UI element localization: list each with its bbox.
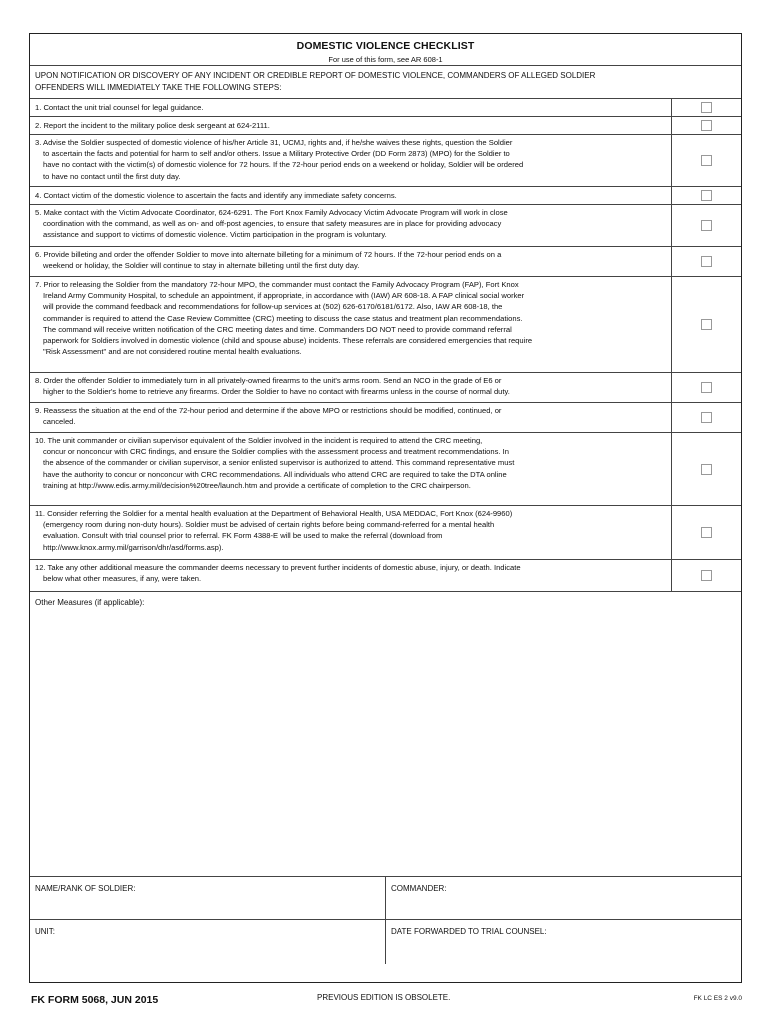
checklist-step-4 <box>30 187 741 205</box>
step-checkbox[interactable] <box>701 120 712 131</box>
step-line: the absence of the commander or civilian supervisor, a senior enlisted supervisor is authorized to attend. This command representative must <box>43 458 515 468</box>
step-line: training at http://www.edis.army.mil/decision%20tree/launch.htm and provide a certificate of completion to the CRC chairperson. <box>43 480 471 490</box>
step-line: 8. Order the offender Soldier to immediately turn in all privately-owned firearms to the unit's arms room. Send an NCO in the grade of E6 or <box>35 376 502 385</box>
step-line: 7. Prior to releasing the Soldier from the mandatory 72-hour MPO, the commander must contact the Family Advocacy Program (FAP), Fort Knox <box>35 280 519 289</box>
step-line: have the authority to concur or nonconcur with CRC recommendations. All individuals who attend CRC are required to take the DTA online <box>43 469 507 479</box>
step-checkbox[interactable] <box>701 155 712 166</box>
unit-field[interactable] <box>30 920 386 964</box>
step-line: (emergency room during non-duty hours). Soldier must be advised of certain rights before being command-referred for a mental health <box>43 520 495 530</box>
step-text <box>30 403 671 432</box>
intro-line: OFFENDERS WILL IMMEDIATELY TAKE THE FOLLOWING STEPS: <box>35 83 282 92</box>
intro-instructions <box>30 66 741 99</box>
form-id: FK FORM 5068, JUN 2015 <box>31 994 159 1006</box>
step-line: evaluation. Consult with trial counsel prior to referral. FK Form 4388-E will be used to make the referral (download from <box>43 531 443 541</box>
checklist-step-7 <box>30 277 741 373</box>
step-line: "Risk Assessment" and are not considered routine mental health evaluations. <box>43 347 302 357</box>
step-text <box>30 117 671 134</box>
commander-label: COMMANDER: <box>391 884 447 893</box>
intro-line: UPON NOTIFICATION OR DISCOVERY OF ANY INCIDENT OR CREDIBLE REPORT OF DOMESTIC VIOLENCE, COMMANDERS OF ALLEGED SOLDIER <box>35 71 596 80</box>
step-line: 9. Reassess the situation at the end of the 72-hour period and determine if the above MPO or restrictions should be modified, continued, or <box>35 406 502 415</box>
step-text <box>30 135 671 186</box>
checkbox-cell <box>671 560 741 591</box>
step-line: Ireland Army Community Hospital, to schedule an appointment, if appropriate, in accordance with (IAW) AR 608-18. A FAP clinical social worker <box>43 291 525 301</box>
step-line: to ascertain the facts and potential for harm to self and/or others. Issue a Military Protective Order (DD Form 2873) (MPO) for the Soldier to <box>43 149 510 159</box>
step-checkbox[interactable] <box>701 256 712 267</box>
step-line: canceled. <box>43 417 76 427</box>
step-line: 11. Consider referring the Soldier for a mental health evaluation at the Department of Behavioral Health, USA MEDDAC, Fort Knox (624-9960) <box>35 509 513 518</box>
checkbox-cell <box>671 205 741 246</box>
commander-field[interactable] <box>386 877 741 919</box>
step-line: 4. Contact victim of the domestic violence to ascertain the facts and identify any immediate safety concerns. <box>35 191 397 200</box>
step-line: paperwork for Soldiers involved in domestic violence (child and spouse abuse) incidents. These referrals are considered emergencies that require <box>43 336 533 346</box>
unit-label: UNIT: <box>35 927 55 936</box>
step-line: assistance and support to victims of domestic violence. Victim participation in the program is voluntary. <box>43 230 387 240</box>
step-line: higher to the Soldier's home to retrieve any firearms. Order the Soldier to have no contact with firearms unless in the course of normal duty. <box>43 387 510 397</box>
checklist-step-10 <box>30 433 741 506</box>
checkbox-cell <box>671 506 741 559</box>
unit-date-row <box>30 920 741 964</box>
date-forwarded-field[interactable] <box>386 920 741 964</box>
step-line: 3. Advise the Soldier suspected of domestic violence of his/her Article 31, UCMJ, rights and, if he/she waives these rights, question the Soldier <box>35 138 513 147</box>
checkbox-cell <box>671 117 741 134</box>
checkbox-cell <box>671 277 741 372</box>
checkbox-cell <box>671 373 741 402</box>
step-checkbox[interactable] <box>701 570 712 581</box>
step-text <box>30 560 671 591</box>
step-text <box>30 247 671 276</box>
other-measures-section[interactable] <box>30 592 741 877</box>
step-checkbox[interactable] <box>701 412 712 423</box>
form-footer <box>31 994 744 1010</box>
checklist-step-11 <box>30 506 741 560</box>
checkbox-cell <box>671 99 741 116</box>
step-checkbox[interactable] <box>701 319 712 330</box>
checklist-step-8 <box>30 373 741 403</box>
step-line: commander is required to attend the Case Review Committee (CRC) meeting to discuss the case status and treatment plan recommendations. <box>43 313 523 323</box>
step-checkbox[interactable] <box>701 527 712 538</box>
signature-row <box>30 877 741 920</box>
step-checkbox[interactable] <box>701 382 712 393</box>
step-text <box>30 205 671 246</box>
step-line: 1. Contact the unit trial counsel for legal guidance. <box>35 103 204 112</box>
step-line: have no contact with the victim(s) of domestic violence for 72 hours. If the 72-hour period ends on a weekend or holiday, Soldier will be ordered <box>43 160 524 170</box>
form-header <box>30 34 741 66</box>
step-line: concur or nonconcur with CRC findings, and ensure the Soldier complies with the assessment process and treatment recommendations. In <box>43 447 509 457</box>
step-line: 12. Take any other additional measure the commander deems necessary to prevent further incidents of domestic abuse, injury, or death. Indicate <box>35 563 521 572</box>
step-line: weekend or holiday, the Soldier will continue to stay in alternate billeting until the first duty day. <box>43 261 360 271</box>
checkbox-cell <box>671 135 741 186</box>
step-text <box>30 99 671 116</box>
checkbox-cell <box>671 187 741 204</box>
form-version: FK LC ES 2 v9.0 <box>693 995 742 1002</box>
step-checkbox[interactable] <box>701 464 712 475</box>
step-line: to have no contact until the first duty day. <box>43 171 181 181</box>
checklist-step-1 <box>30 99 741 117</box>
step-checkbox[interactable] <box>701 220 712 231</box>
step-line: The command will receive written notification of the CRC meeting dates and time. Commanders DO NOT need to provide command referral <box>43 324 512 334</box>
checkbox-cell <box>671 247 741 276</box>
step-line: 5. Make contact with the Victim Advocate Coordinator, 624-6291. The Fort Knox Family Advocacy Victim Advocate Program will work in close <box>35 208 508 217</box>
step-line: 10. The unit commander or civilian supervisor equivalent of the Soldier involved in the incident is required to attend the CRC meeting, <box>35 436 483 445</box>
form-title: DOMESTIC VIOLENCE CHECKLIST <box>296 40 475 52</box>
checklist-step-9 <box>30 403 741 433</box>
checklist-step-12 <box>30 560 741 592</box>
date-forwarded-label: DATE FORWARDED TO TRIAL COUNSEL: <box>391 927 547 936</box>
checklist-step-3 <box>30 135 741 187</box>
name-rank-label: NAME/RANK OF SOLDIER: <box>35 884 136 893</box>
step-line: will provide the command feedback and recommendations for follow-up services at (502) 626-6170/6181/6172. Also, IAW AR 608-18, the <box>43 302 503 312</box>
checkbox-cell <box>671 403 741 432</box>
form-subtitle: For use of this form, see AR 608-1 <box>328 55 443 64</box>
step-checkbox[interactable] <box>701 190 712 201</box>
checklist-step-6 <box>30 247 741 277</box>
step-text <box>30 277 671 372</box>
step-text <box>30 373 671 402</box>
other-measures-label: Other Measures (if applicable): <box>35 598 145 607</box>
obsolete-notice: PREVIOUS EDITION IS OBSOLETE. <box>317 993 451 1002</box>
step-line: 2. Report the incident to the military police desk sergeant at 624-2111. <box>35 121 270 130</box>
steps-list <box>30 99 741 592</box>
step-line: 6. Provide billeting and order the offender Soldier to move into alternate billeting for a minimum of 72 hours. If the 72-hour period ends on a <box>35 250 502 259</box>
step-line: coordination with the command, as well as on- and off-post agencies, to ensure that safety measures are in place for providing advocacy <box>43 219 502 229</box>
step-line: below what other measures, if any, were taken. <box>43 574 202 584</box>
step-line: http://www.knox.army.mil/garrison/dhr/asd/forms.asp). <box>43 542 224 552</box>
checklist-form <box>29 33 742 983</box>
step-text <box>30 187 671 204</box>
step-text <box>30 433 671 505</box>
step-text <box>30 506 671 559</box>
step-checkbox[interactable] <box>701 102 712 113</box>
checkbox-cell <box>671 433 741 505</box>
checklist-step-5 <box>30 205 741 247</box>
name-rank-field[interactable] <box>30 877 386 919</box>
checklist-step-2 <box>30 117 741 135</box>
